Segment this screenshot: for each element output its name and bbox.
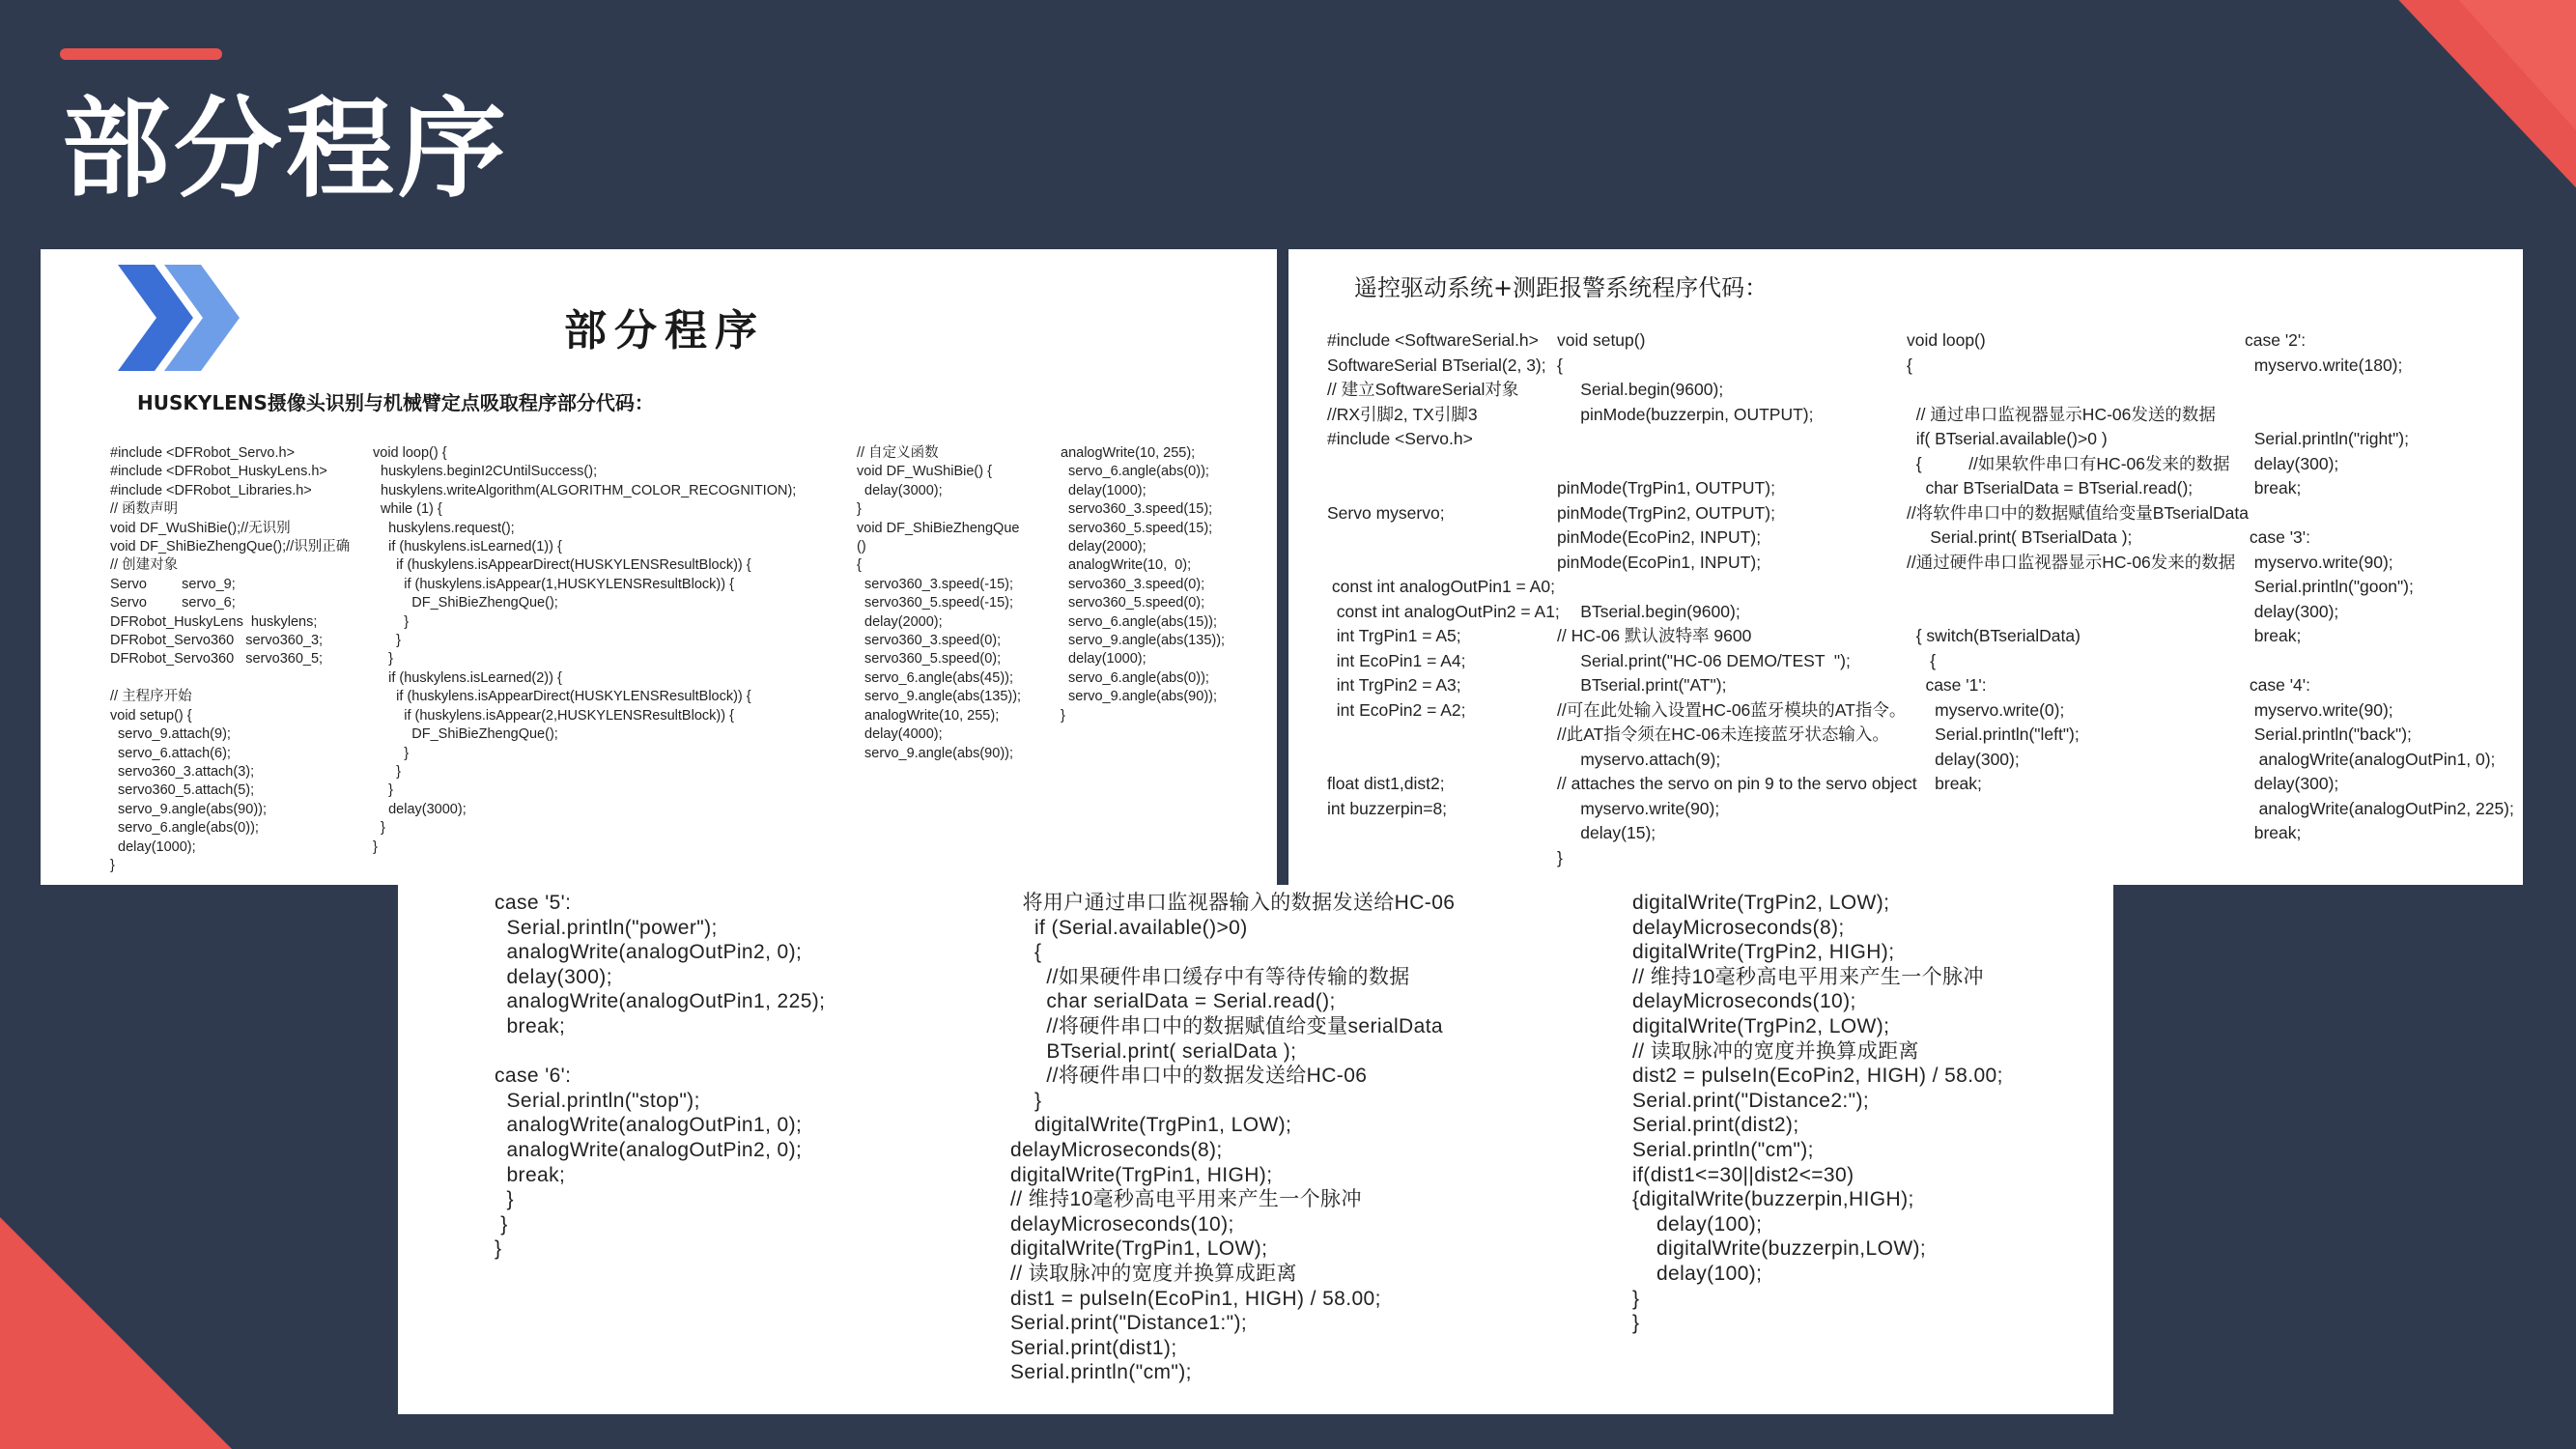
- code-column: digitalWrite(TrgPin2, LOW); delayMicroseconds(8); digitalWrite(TrgPin2, HIGH); // 维持10毫秒高电平用来产生一个脉冲 delayMicroseconds(10); digitalWrite(TrgPin2, LOW); // 读取脉冲的宽度并换算成距离 dist2 = pulseIn(EcoPin2, HIGH) / 58.00; Serial.print("Distance2:"); Serial.print(dist2); Serial.println("cm"); if(dist1<=30||dist2<=30) {digitalWrite(buzzerpin,HIGH); delay(100); digitalWrite(buzzerpin,LOW); delay(100); } }: [1632, 892, 2003, 1335]
- slide-title: 部分程序: [62, 87, 510, 213]
- panel-subtitle: HUSKYLENS摄像头识别与机械臂定点吸取程序部分代码：: [137, 391, 654, 414]
- corner-decoration-bottom-left: [0, 1217, 232, 1449]
- code-column: void loop() { huskylens.beginI2CUntilSuccess(); huskylens.writeAlgorithm(ALGORITHM_COLOR_RECOGNITION); while (1) { huskylens.request(); if (huskylens.isLearned(1)) { if (huskylens.isAppearDirect(HUSKYLENSResultBlock)) { if (huskylens.isAppear(1,HUSKYLENSResultBlock)) { DF_ShiBieZhengQue(); } } } if (huskylens.isLearned(2)) { if (huskylens.isAppearDirect(HUSKYLENSResultBlock)) { if (huskylens.isAppear(2,HUSKYLENSResultBlock)) { DF_ShiBieZhengQue(); } } } delay(3000); } }: [373, 445, 797, 855]
- title-accent-bar: [60, 48, 222, 60]
- code-column: 将用户通过串口监视器输入的数据发送给HC-06 if (Serial.available()>0) { //如果硬件串口缓存中有等待传输的数据 char serialData = Serial.read(); //将硬件串口中的数据赋值给变量serialData BTserial.print( serialData ); //将硬件串口中的数据发送给HC-06 } digitalWrite(TrgPin1, LOW); delayMicroseconds(8); digitalWrite(TrgPin1, HIGH); // 维持10毫秒高电平用来产生一个脉冲 delayMicroseconds(10); digitalWrite(TrgPin1, LOW); // 读取脉冲的宽度并换算成距离 dist1 = pulseIn(EcoPin1, HIGH) / 58.00; Serial.print("Distance1:"); Serial.print(dist1); Serial.println("cm");: [1010, 892, 1456, 1384]
- code-column: #include <DFRobot_Servo.h> #include <DFRobot_HuskyLens.h> #include <DFRobot_Libraries.h> // 函数声明 void DF_WuShiBie();//无识别 void DF_ShiBieZhengQue();//识别正确 // 创建对象 Servo servo_9; Servo servo_6; DFRobot_HuskyLens huskylens; DFRobot_Servo360 servo360_3; DFRobot_Servo360 servo360_5; // 主程序开始 void setup() { servo_9.attach(9); servo_6.attach(6); servo360_3.attach(3); servo360_5.attach(5); servo_9.angle(abs(90)); servo_6.angle(abs(0)); delay(1000); }: [110, 445, 351, 873]
- remote-drive-code-panel: [1288, 249, 2523, 885]
- code-column: // 自定义函数 void DF_WuShiBie() { delay(3000); } void DF_ShiBieZhengQue () { servo360_3.speed(-15); servo360_5.speed(-15); delay(2000); servo360_3.speed(0); servo360_5.speed(0); servo_6.angle(abs(45)); servo_9.angle(abs(135)); analogWrite(10, 255); delay(4000); servo_9.angle(abs(90));: [857, 445, 1022, 761]
- husky-lens-code-panel: [41, 249, 1277, 885]
- code-column: analogWrite(10, 255); servo_6.angle(abs(0)); delay(1000); servo360_3.speed(15); servo360_5.speed(15); delay(2000); analogWrite(10, 0); servo360_3.speed(0); servo360_5.speed(0); servo_6.angle(abs(15)); servo_9.angle(abs(135)); delay(1000); servo_6.angle(abs(0)); servo_9.angle(abs(90)); }: [1061, 445, 1226, 724]
- double-chevron-icon: [118, 265, 243, 371]
- distance-alarm-code-panel: [398, 885, 2113, 1414]
- code-column: void loop() { // 通过串口监视器显示HC-06发送的数据 if( BTserial.available()>0 ) { //如果软件串口有HC-06发来的数据 char BTserialData = BTserial.read(); //将软件串口中的数据赋值给变量BTserialData Serial.print( BTserialData ); //通过硬件串口监视器显示HC-06发来的数据 { switch(BTserialData) { case '1': myservo.write(0); Serial.println("left"); delay(300); break;: [1907, 330, 2249, 793]
- code-column: case '5': Serial.println("power"); analogWrite(analogOutPin2, 0); delay(300); analogWrite(analogOutPin1, 225); break; case '6': Serial.println("stop"); analogWrite(analogOutPin1, 0); analogWrite(analogOutPin2, 0); break; } } }: [495, 892, 826, 1261]
- panel-subtitle: 遥控驱动系统+测距报警系统程序代码：: [1354, 274, 1769, 301]
- code-column: case '2': myservo.write(180); Serial.println("right"); delay(300); break; case '3': myservo.write(90); Serial.println("goon"); delay(300); break; case '4': myservo.write(90); Serial.println("back"); analogWrite(analogOutPin1, 0); delay(300); analogWrite(analogOutPin2, 225); break;: [2245, 330, 2514, 842]
- code-column: #include <SoftwareSerial.h> SoftwareSerial BTserial(2, 3); // 建立SoftwareSerial对象 //RX引脚2, TX引脚3 #include <Servo.h> Servo myservo; const int analogOutPin1 = A0; const int analogOutPin2 = A1; int TrgPin1 = A5; int EcoPin1 = A4; int TrgPin2 = A3; int EcoPin2 = A2; float dist1,dist2; int buzzerpin=8;: [1327, 330, 1560, 818]
- code-column: void setup() { Serial.begin(9600); pinMode(buzzerpin, OUTPUT); pinMode(TrgPin1, OUTPUT); pinMode(TrgPin2, OUTPUT); pinMode(EcoPin2, INPUT); pinMode(EcoPin1, INPUT); BTserial.begin(9600); // HC-06 默认波特率 9600 Serial.print("HC-06 DEMO/TEST "); BTserial.print("AT"); //可在此处输入设置HC-06蓝牙模块的AT指令。 //此AT指令须在HC-06未连接蓝牙状态输入。 myservo.attach(9); // attaches the servo on pin 9 to the servo object myservo.write(90); delay(15); }: [1557, 330, 1917, 867]
- panel-heading: 部分程序: [564, 306, 765, 355]
